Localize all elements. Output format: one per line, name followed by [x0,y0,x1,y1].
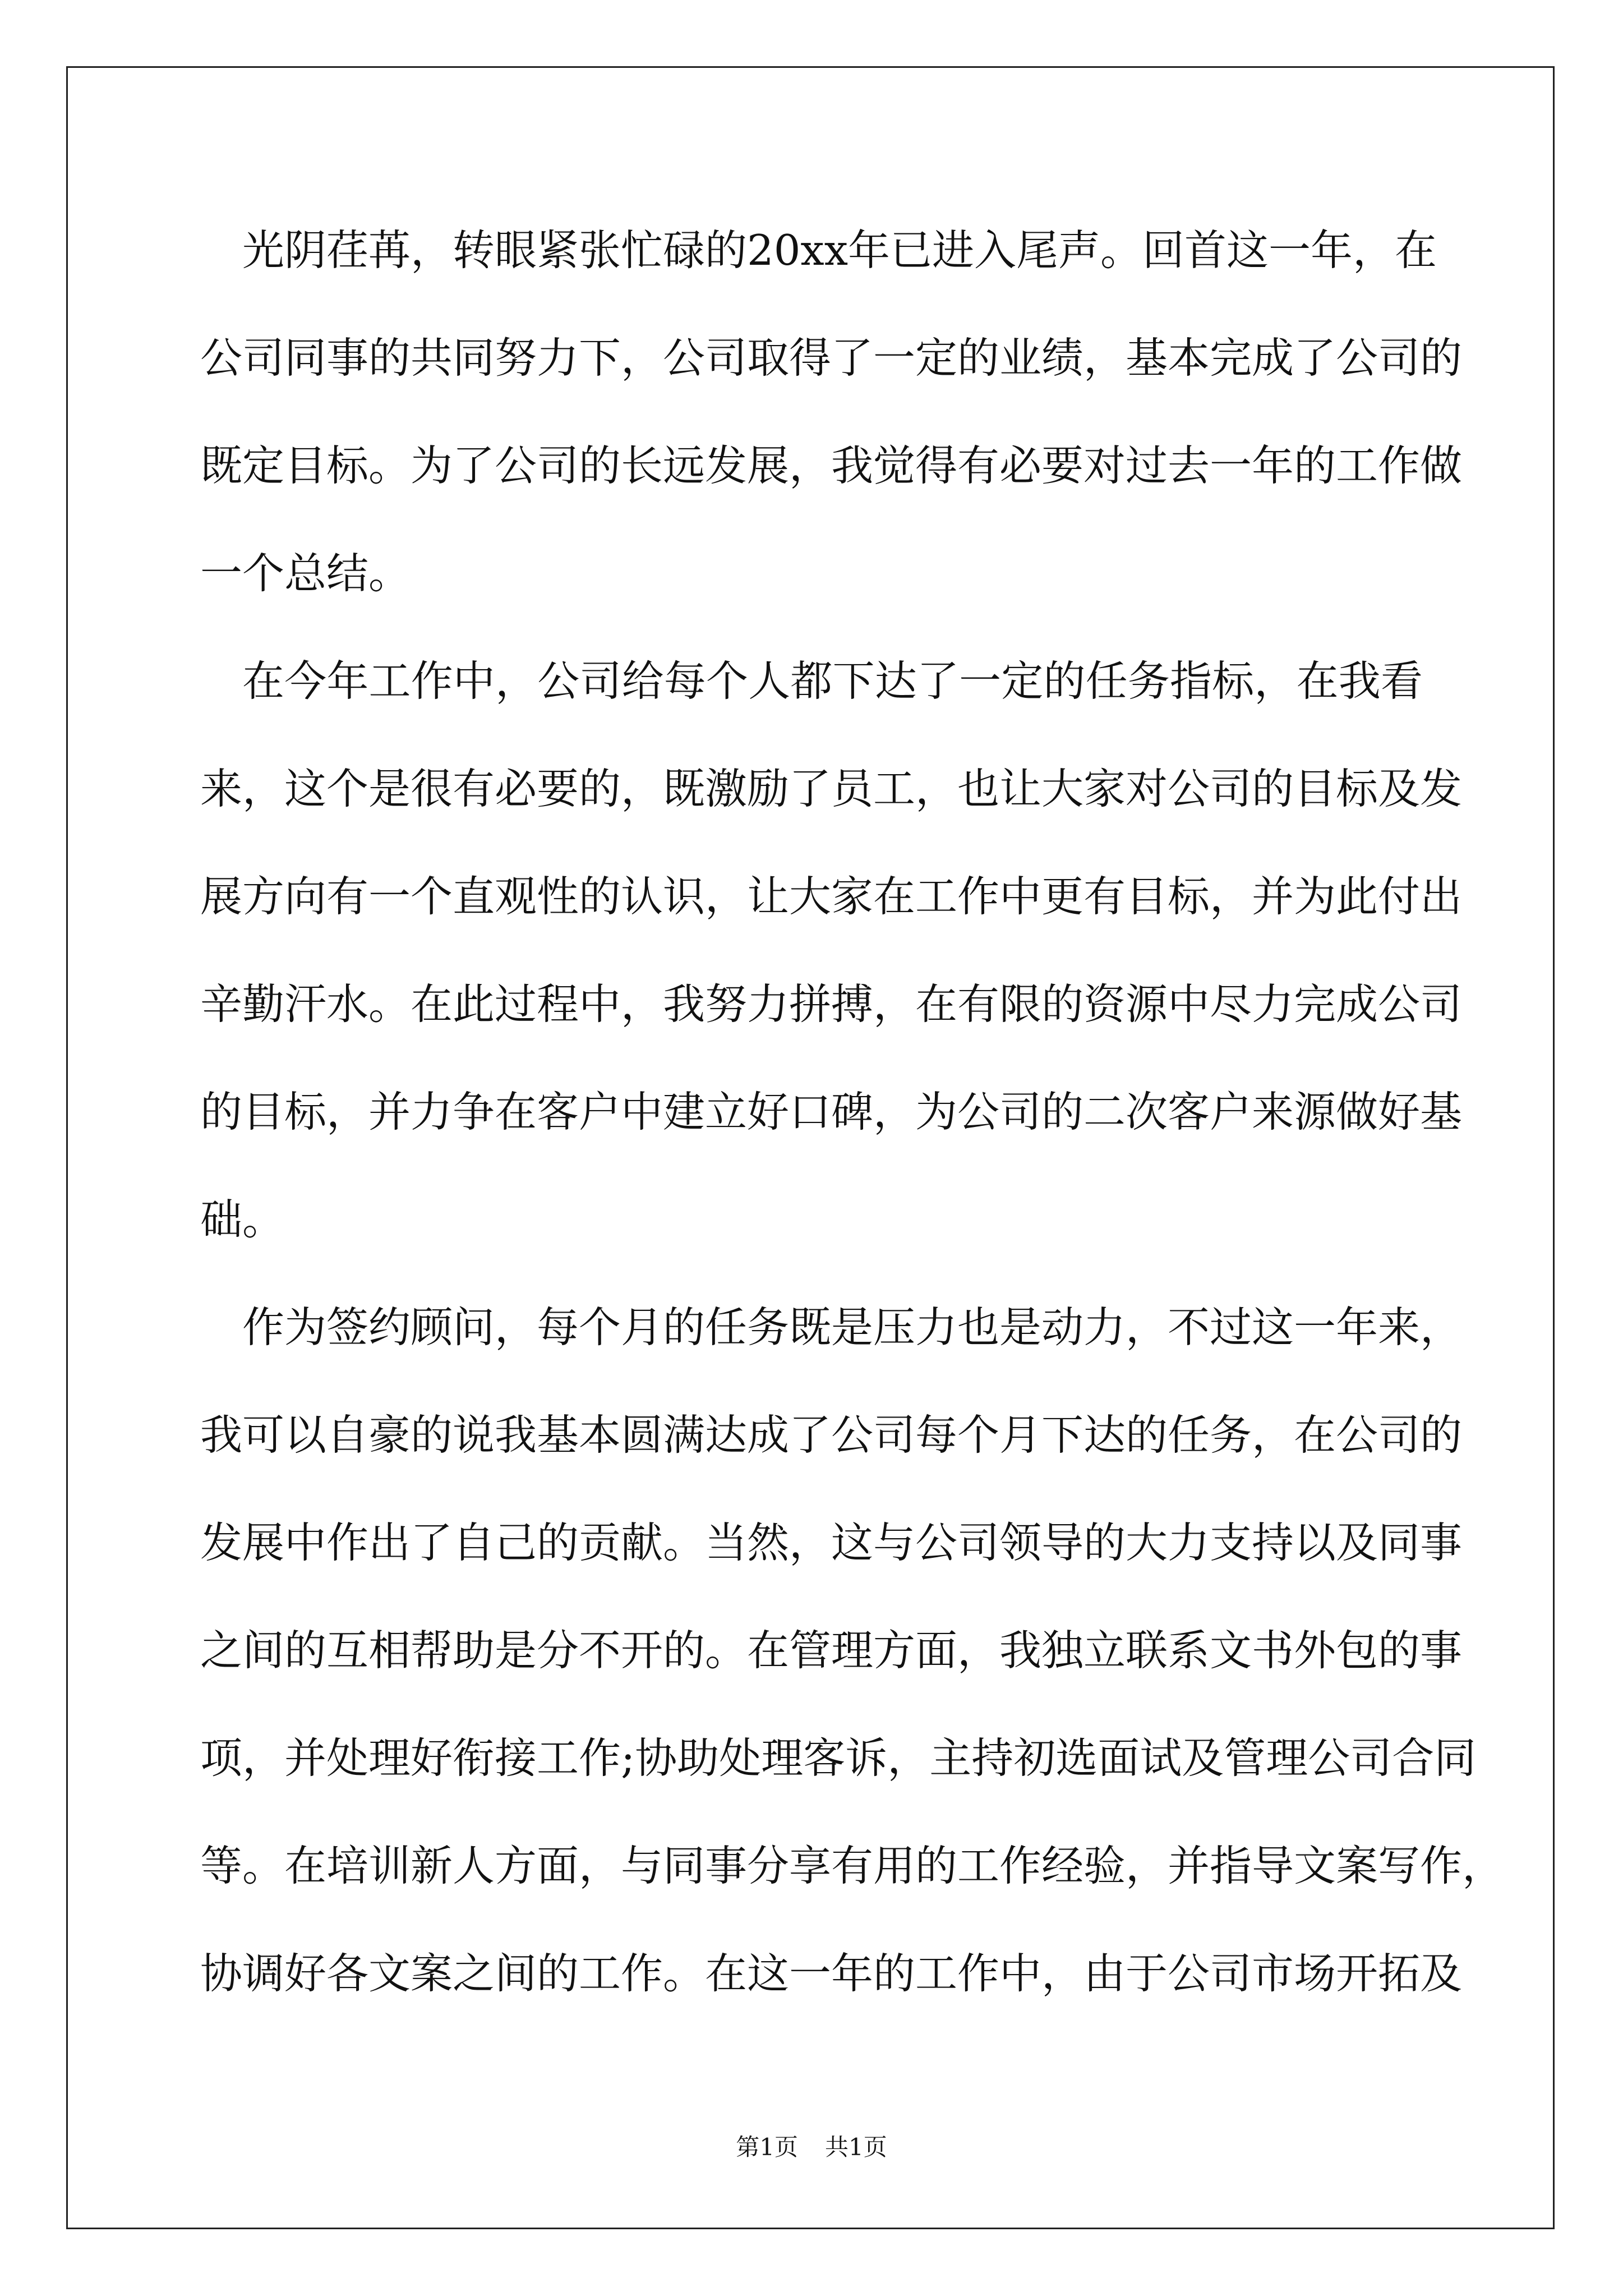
text-line: 发展中作出了自己的贡献。当然，这与公司领导的大力支持以及同事 [200,1518,1463,1567]
text-line: 之间的互相帮助是分不开的。在管理方面，我独立联系文书外包的事 [200,1626,1463,1675]
text-line: 在今年工作中，公司给每个人都下达了一定的任务指标，在我看 [242,656,1423,706]
page-number: 第1页 [736,2133,798,2161]
text-line: 项，并处理好衔接工作;协助处理客诉，主持初选面试及管理公司合同 [200,1733,1477,1783]
page-total: 共1页 [825,2133,887,2161]
page-footer [0,2131,1623,2164]
text-line: 来，这个是很有必要的，既激励了员工，也让大家对公司的目标及发 [200,764,1463,813]
text-line: 础。 [200,1195,285,1244]
document-body [200,220,1505,2051]
text-line: 的目标，并力争在客户中建立好口碑，为公司的二次客户来源做好基 [200,1087,1463,1137]
text-line: 公司同事的共同努力下，公司取得了一定的业绩，基本完成了公司的 [200,333,1463,383]
text-line: 光阴荏苒，转眼紧张忙碌的20xx年已进入尾声。回首这一年，在 [242,226,1437,275]
paragraph-2 [200,651,1463,1297]
text-line: 作为签约顾问，每个月的任务既是压力也是动力，不过这一年来， [242,1303,1463,1352]
text-line: 等。在培训新人方面，与同事分享有用的工作经验，并指导文案写作， [200,1841,1505,1890]
text-line: 一个总结。 [200,549,411,598]
text-line: 既定目标。为了公司的长远发展，我觉得有必要对过去一年的工作做 [200,441,1463,490]
text-line: 展方向有一个直观性的认识，让大家在工作中更有目标，并为此付出 [200,872,1463,921]
text-line: 辛勤汗水。在此过程中，我努力拼搏，在有限的资源中尽力完成公司 [200,979,1463,1029]
paragraph-1 [200,220,1463,651]
paragraph-3 [200,1297,1505,2051]
text-line: 我可以自豪的说我基本圆满达成了公司每个月下达的任务，在公司的 [200,1410,1463,1460]
text-line: 协调好各文案之间的工作。在这一年的工作中，由于公司市场开拓及 [200,1949,1463,1998]
